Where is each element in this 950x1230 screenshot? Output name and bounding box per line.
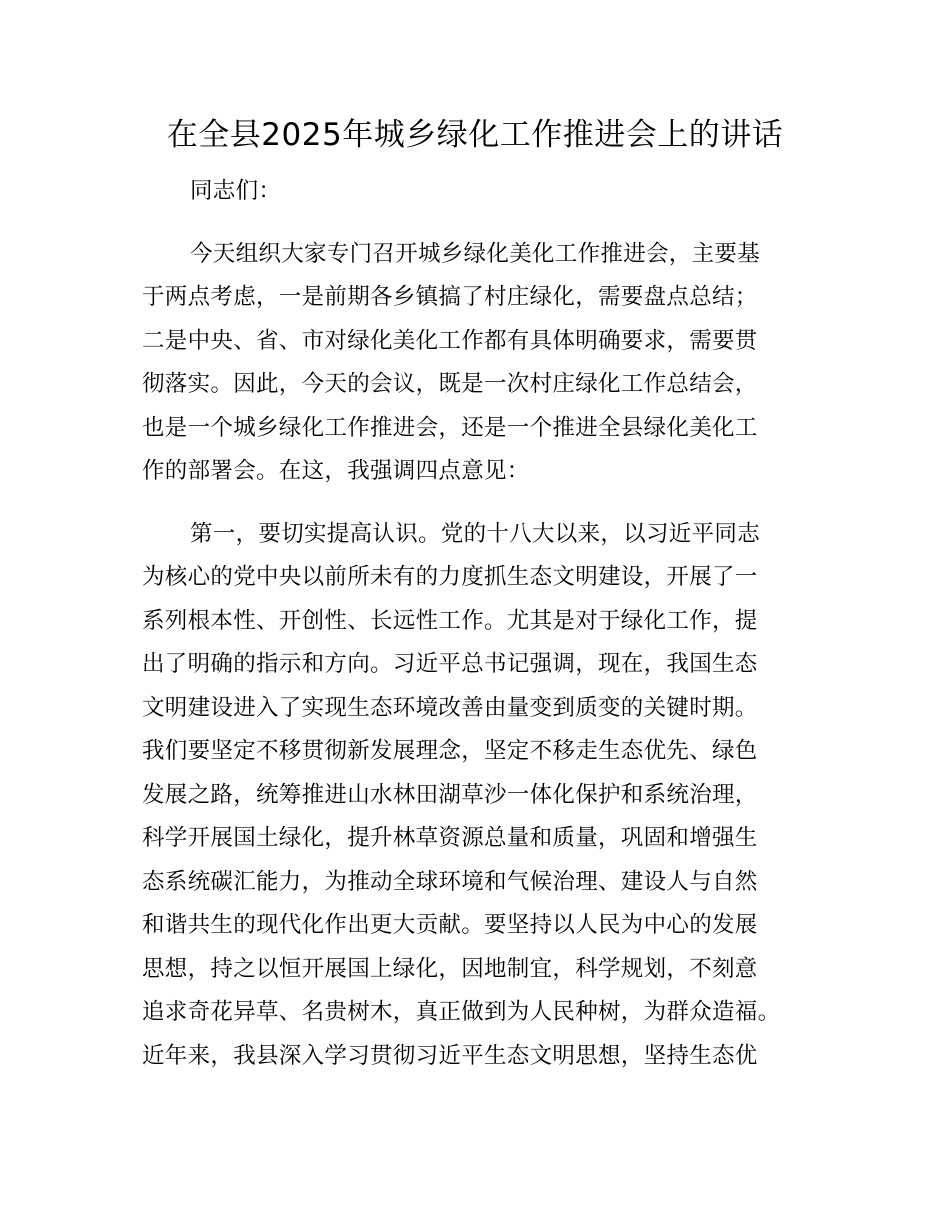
paragraph-line: 态系统碳汇能力，为推动全球环境和气候治理、建设人与自然 <box>142 868 758 895</box>
document-body <box>142 170 822 1078</box>
paragraph-line: 科学开展国土绿化，提升林草资源总量和质量，巩固和增强生 <box>142 825 758 851</box>
paragraph-line: 彻落实。因此，今天的会议，既是一次村庄绿化工作总结会， <box>142 371 758 397</box>
paragraph-line: 为核心的党中央以前所未有的力度抓生态文明建设，开展了一 <box>142 564 758 590</box>
paragraph-line: 作的部署会。在这，我强调四点意见： <box>142 458 530 484</box>
paragraph-line: 追求奇花异草、名贵树木，真正做到为人民种树，为群众造福。 <box>142 999 781 1025</box>
paragraph-line: 和谐共生的现代化作出更大贡献。要坚持以人民为中心的发展 <box>142 912 758 938</box>
paragraph-line: 二是中央、省、市对绿化美化工作都有具体明确要求，需要贯 <box>142 327 758 354</box>
paragraph-1 <box>142 233 822 494</box>
paragraph-line: 近年来，我县深入学习贯彻习近平生态文明思想，坚持生态优 <box>142 1042 758 1069</box>
paragraph-line: 文明建设进入了实现生态环境改善由量变到质变的关键时期。 <box>142 694 758 721</box>
paragraph-line: 我们要坚定不移贯彻新发展理念，坚定不移走生态优先、绿色 <box>142 738 758 764</box>
paragraph-line: 也是一个城乡绿化工作推进会，还是一个推进全县绿化美化工 <box>142 414 758 441</box>
paragraph-line: 系列根本性、开创性、长远性工作。尤其是对于绿化工作，提 <box>142 607 758 634</box>
paragraph-line: 发展之路，统筹推进山水林田湖草沙一体化保护和系统治理， <box>142 781 758 808</box>
paragraph-line: 思想，持之以恒开展国上绿化，因地制宜，科学规划，不刻意 <box>142 955 758 982</box>
paragraph-2 <box>142 513 822 1079</box>
paragraph-line: 第一，要切实提高认识。党的十八大以来，以习近平同志 <box>190 520 761 547</box>
paragraph-line: 出了明确的指示和方向。习近平总书记强调，现在，我国生态 <box>142 651 758 677</box>
paragraph-line: 今天组织大家专门召开城乡绿化美化工作推进会，主要基 <box>190 240 761 267</box>
paragraph-line: 于两点考虑，一是前期各乡镇搞了村庄绿化，需要盘点总结； <box>142 284 758 310</box>
salutation: 同志们： <box>190 178 282 204</box>
document-title: 在全县2025年城乡绿化工作推进会上的讲话 <box>166 117 784 153</box>
